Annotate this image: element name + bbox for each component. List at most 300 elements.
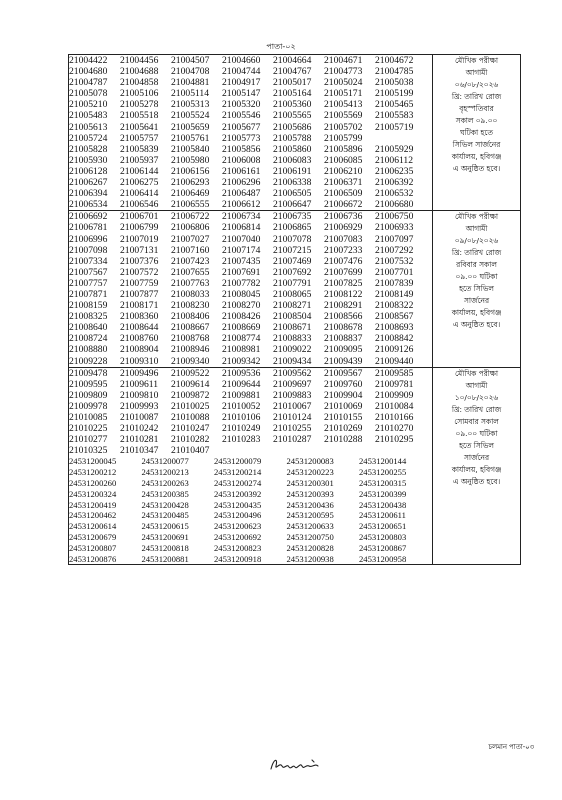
roll-row	[69, 222, 432, 233]
roll-number: 21008567	[375, 311, 414, 323]
roll-number: 21010242	[120, 423, 159, 435]
roll-number: 21008065	[273, 288, 312, 300]
interview-schedule-note: মৌখিক পরীক্ষা আগামী ০৬/০৮/২০২৬ খ্রি: তারিখ রোজ বৃহস্পতিবার সকাল ০৯.০০ ঘটিকা হতে সিভিল সার্জনের কার্যালয়, হবিগঞ্জ এ অনুষ্ঠিত হবে।	[451, 56, 502, 173]
roll-number: 21009611	[120, 378, 159, 390]
roll-number: 21006799	[120, 222, 159, 234]
roll-row	[69, 390, 432, 401]
roll-number: 21007655	[171, 266, 210, 278]
roll-number: 21009881	[222, 389, 261, 401]
roll-number: 21010288	[324, 434, 363, 446]
roll-number: 24531200615	[141, 521, 189, 532]
roll-number: 21007098	[69, 244, 108, 256]
roll-number: 21008149	[375, 288, 414, 300]
roll-number: 21010069	[324, 400, 363, 412]
roll-number: 21009340	[171, 355, 210, 367]
roll-number: 24531200938	[286, 553, 334, 564]
roll-number: 24531200263	[141, 477, 189, 488]
roll-number: 21008724	[69, 333, 108, 345]
roll-number: 21004456	[120, 55, 159, 66]
roll-row	[69, 434, 432, 445]
roll-number: 24531200651	[359, 521, 407, 532]
roll-number: 21007097	[375, 233, 414, 245]
roll-row	[69, 333, 432, 344]
roll-number: 24531200595	[286, 510, 334, 521]
roll-number: 21010283	[222, 434, 261, 446]
roll-number: 21006672	[324, 199, 363, 211]
roll-row	[69, 489, 432, 500]
roll-number: 21007877	[120, 288, 159, 300]
roll-number: 21008406	[171, 311, 210, 323]
roll-number: 21009496	[120, 367, 159, 379]
roll-number: 21007423	[171, 255, 210, 267]
roll-number: 21010325	[69, 445, 108, 457]
roll-number: 21008768	[171, 333, 210, 345]
roll-row	[69, 55, 432, 66]
roll-number: 21008271	[273, 300, 312, 312]
roll-number: 24531200214	[214, 467, 262, 478]
roll-number: 21006532	[375, 188, 414, 200]
roll-number: 21009440	[375, 355, 414, 367]
roll-number: 21007027	[171, 233, 210, 245]
roll-row	[69, 188, 432, 199]
roll-number: 21005724	[69, 132, 108, 144]
roll-number: 21008504	[273, 311, 312, 323]
roll-number: 21005147	[222, 88, 261, 100]
roll-number: 21004664	[273, 55, 312, 66]
roll-number: 21005930	[69, 154, 108, 166]
interview-schedule-note: মৌখিক পরীক্ষা আগামী ০৯/০৮/২০২৬ খ্রি: তারিখ রোজ রবিবার সকাল ০৯.০০ ঘটিকা হতে সিভিল সার্জনের কার্যালয়, হবিগঞ্জ এ অনুষ্ঠিত হবে।	[451, 212, 502, 330]
roll-number: 21004672	[375, 55, 414, 66]
roll-number: 21007759	[120, 277, 159, 289]
roll-number: 21008644	[120, 322, 159, 334]
roll-row	[69, 356, 432, 367]
roll-number: 21005773	[222, 132, 261, 144]
roll-row	[69, 423, 432, 434]
roll-number: 24531200692	[214, 531, 262, 542]
roll-number: 21008566	[324, 311, 363, 323]
roll-number: 21008033	[171, 288, 210, 300]
roll-number: 21007476	[324, 255, 363, 267]
roll-row	[69, 166, 432, 177]
roll-number: 24531200392	[214, 488, 262, 499]
roll-number: 21006701	[120, 211, 159, 223]
roll-number: 21006509	[324, 188, 363, 200]
roll-number: 21009228	[69, 355, 108, 367]
roll-number: 21009904	[324, 389, 363, 401]
roll-number: 24531200611	[359, 510, 406, 521]
roll-number: 24531200045	[69, 456, 117, 467]
interview-schedule-cell	[433, 55, 521, 211]
roll-number: 21005078	[69, 88, 108, 100]
roll-number: 21006469	[171, 188, 210, 200]
roll-number: 21007160	[171, 244, 210, 256]
roll-number: 21005980	[171, 154, 210, 166]
roll-number: 21009909	[375, 389, 414, 401]
roll-number: 21004660	[222, 55, 261, 66]
interview-schedule-cell	[433, 211, 521, 367]
signature-image	[268, 754, 328, 776]
roll-number: 21008322	[375, 300, 414, 312]
roll-row	[69, 401, 432, 412]
roll-number: 21009595	[69, 378, 108, 390]
roll-number: 21004744	[222, 66, 261, 78]
roll-number: 21009993	[120, 400, 159, 412]
roll-number: 21007763	[171, 277, 210, 289]
roll-number: 21010282	[171, 434, 210, 446]
roll-number: 21009342	[222, 355, 261, 367]
roll-row	[69, 278, 432, 289]
roll-row	[69, 77, 432, 88]
roll-number: 21004708	[171, 66, 210, 78]
roll-row	[69, 532, 432, 543]
roll-number: 21006555	[171, 199, 210, 211]
roll-number: 21009022	[273, 344, 312, 356]
roll-number: 21006750	[375, 211, 414, 223]
roll-number: 21010247	[171, 423, 210, 435]
roll-number: 21005210	[69, 99, 108, 111]
roll-number: 21004767	[273, 66, 312, 78]
roll-number: 21004671	[324, 55, 363, 66]
roll-number: 21010088	[171, 412, 210, 423]
roll-number: 21006085	[324, 154, 363, 166]
roll-number: 24531200691	[141, 531, 189, 542]
roll-number: 24531200438	[359, 499, 407, 510]
roll-number: 24531200435	[214, 499, 262, 510]
roll-number: 21010052	[222, 400, 261, 412]
roll-number: 24531200462	[69, 510, 117, 521]
roll-number: 24531200144	[359, 456, 407, 467]
roll-number: 21006156	[171, 165, 210, 177]
roll-row	[69, 234, 432, 245]
roll-number: 24531200260	[69, 477, 117, 488]
roll-number: 21004680	[69, 66, 108, 78]
roll-number: 21010287	[273, 434, 312, 446]
roll-row	[69, 300, 432, 311]
roll-number: 21008270	[222, 300, 261, 312]
roll-number: 21005171	[324, 88, 363, 100]
roll-row	[69, 554, 432, 565]
roll-row	[69, 379, 432, 390]
roll-number: 21005702	[324, 121, 363, 133]
interview-schedule-cell	[433, 367, 521, 565]
roll-row	[69, 256, 432, 267]
roll-numbers-cell	[69, 367, 433, 565]
roll-number: 21008230	[171, 300, 210, 312]
roll-number: 21010085	[69, 412, 108, 423]
roll-number: 21008671	[273, 322, 312, 334]
interview-schedule-note: মৌখিক পরীক্ষা আগামী ১০/০৮/২০২৬ খ্রি: তারিখ রোজ সোমবার সকাল ০৯.০০ ঘটিকা হতে সিভিল সার্জনের কার্যালয়, হবিগঞ্জ এ অনুষ্ঠিত হবে।	[451, 368, 502, 486]
roll-number: 24531200750	[286, 531, 334, 542]
roll-number: 24531200958	[359, 553, 407, 564]
roll-number	[324, 445, 375, 456]
roll-row	[69, 122, 432, 133]
roll-number: 21006722	[171, 211, 210, 223]
roll-number: 21005757	[120, 132, 159, 144]
roll-number: 21005199	[375, 88, 414, 100]
roll-number: 21009478	[69, 367, 108, 379]
roll-number: 24531200393	[286, 488, 334, 499]
roll-number: 24531200385	[141, 488, 189, 499]
roll-row	[69, 510, 432, 521]
roll-number: 21007701	[375, 266, 414, 278]
roll-number: 21006929	[324, 222, 363, 234]
roll-number: 21007782	[222, 277, 261, 289]
roll-row	[69, 368, 432, 379]
roll-number: 21008774	[222, 333, 261, 345]
roll-row	[69, 155, 432, 166]
roll-number: 21005114	[171, 88, 210, 100]
roll-number: 21005320	[222, 99, 261, 111]
roll-number: 21006680	[375, 199, 414, 211]
roll-row	[69, 344, 432, 355]
roll-number: 24531200274	[214, 477, 262, 488]
roll-number: 21007691	[222, 266, 261, 278]
roll-number: 21004773	[324, 66, 363, 78]
roll-number: 21007174	[222, 244, 261, 256]
roll-numbers-cell	[69, 55, 433, 211]
roll-number: 21009809	[69, 389, 108, 401]
roll-number: 21007292	[375, 244, 414, 256]
roll-number: 21007757	[69, 277, 108, 289]
roll-number: 21007692	[273, 266, 312, 278]
roll-number: 21006546	[120, 199, 159, 211]
roll-number: 21008904	[120, 344, 159, 356]
roll-number: 21006487	[222, 188, 261, 200]
roll-number: 21006235	[375, 165, 414, 177]
roll-number: 21007376	[120, 255, 159, 267]
roll-number: 21004787	[69, 77, 108, 89]
roll-number: 21007435	[222, 255, 261, 267]
roll-row	[69, 478, 432, 489]
roll-number: 21008640	[69, 322, 108, 334]
roll-number: 21010270	[375, 423, 414, 435]
roll-number: 21006275	[120, 177, 159, 189]
roll-numbers-cell	[69, 211, 433, 367]
roll-number: 21008842	[375, 333, 414, 345]
roll-number: 24531200803	[359, 531, 407, 542]
roll-number: 21005686	[273, 121, 312, 133]
roll-number: 24531200301	[286, 477, 334, 488]
roll-number: 24531200818	[141, 542, 189, 553]
roll-number: 21007040	[222, 233, 261, 245]
roll-number: 21005569	[324, 110, 363, 122]
roll-number: 21009562	[273, 367, 312, 379]
roll-number: 21005641	[120, 121, 159, 133]
roll-row	[69, 199, 432, 210]
roll-number: 21004917	[222, 77, 261, 89]
roll-number: 21009614	[171, 378, 210, 390]
roll-number: 21009536	[222, 367, 261, 379]
roll-number: 21005613	[69, 121, 108, 133]
roll-number: 21006338	[273, 177, 312, 189]
roll-number: 21006933	[375, 222, 414, 234]
roll-number: 24531200436	[286, 499, 334, 510]
roll-row	[69, 289, 432, 300]
roll-number: 21006781	[69, 222, 108, 234]
roll-number: 21008045	[222, 288, 261, 300]
roll-number: 21008981	[222, 344, 261, 356]
roll-number: 21008837	[324, 333, 363, 345]
roll-number: 21006210	[324, 165, 363, 177]
roll-number: 24531200213	[141, 467, 189, 478]
roll-number: 21005164	[273, 88, 312, 100]
roll-number: 21006296	[222, 177, 261, 189]
roll-number: 21005828	[69, 143, 108, 155]
roll-number: 21009567	[324, 367, 363, 379]
roll-number: 21008426	[222, 311, 261, 323]
roll-number: 21004507	[171, 55, 210, 66]
roll-number: 21008325	[69, 311, 108, 323]
roll-row	[69, 99, 432, 110]
roll-row	[69, 110, 432, 121]
roll-number: 21006267	[69, 177, 108, 189]
roll-number: 21009095	[324, 344, 363, 356]
roll-number: 24531200077	[141, 456, 189, 467]
roll-number: 24531200823	[214, 542, 262, 553]
roll-block	[69, 211, 521, 367]
roll-number: 21008669	[222, 322, 261, 334]
roll-number: 21010347	[120, 445, 159, 457]
roll-number: 21005106	[120, 88, 159, 100]
roll-row	[69, 144, 432, 155]
roll-number: 21005929	[375, 143, 414, 155]
roll-number: 21007871	[69, 288, 108, 300]
roll-number: 21007469	[273, 255, 312, 267]
roll-number: 21005565	[273, 110, 312, 122]
roll-number: 24531200079	[214, 456, 262, 467]
roll-number: 21009644	[222, 378, 261, 390]
roll-number: 24531200679	[69, 531, 117, 542]
roll-number: 21010067	[273, 400, 312, 412]
roll-number: 21010255	[273, 423, 312, 435]
roll-number: 21005483	[69, 110, 108, 122]
roll-number: 21008760	[120, 333, 159, 345]
page-number-header: পাতা-০২	[266, 42, 296, 51]
roll-number: 21004422	[69, 55, 108, 66]
roll-row	[69, 445, 432, 456]
roll-number: 21005839	[120, 143, 159, 155]
roll-number: 21008678	[324, 322, 363, 334]
roll-number: 21006612	[222, 199, 261, 211]
roll-number: 21005799	[324, 132, 363, 144]
roll-number: 21005524	[171, 110, 210, 122]
roll-row	[69, 88, 432, 99]
roll-number: 21009810	[120, 389, 159, 401]
roll-number: 21009697	[273, 378, 312, 390]
roll-number: 21006734	[222, 211, 261, 223]
roll-number: 21007839	[375, 277, 414, 289]
roll-number: 21004785	[375, 66, 414, 78]
roll-number: 24531200633	[286, 521, 334, 532]
roll-number: 21009439	[324, 355, 363, 367]
roll-number: 21005860	[273, 143, 312, 155]
roll-number	[375, 445, 426, 456]
roll-number: 21005360	[273, 99, 312, 111]
roll-number: 21006735	[273, 211, 312, 223]
roll-number: 21006505	[273, 188, 312, 200]
roll-number: 24531200807	[69, 542, 117, 553]
roll-row	[69, 521, 432, 532]
roll-number: 24531200428	[141, 499, 189, 510]
roll-number: 21005677	[222, 121, 261, 133]
roll-number: 21010155	[324, 412, 363, 423]
roll-row	[69, 66, 432, 77]
roll-number: 21005896	[324, 143, 363, 155]
roll-number: 24531200623	[214, 521, 262, 532]
roll-row	[69, 267, 432, 278]
roll-number: 21007215	[273, 244, 312, 256]
roll-number: 21005465	[375, 99, 414, 111]
roll-number: 21005583	[375, 110, 414, 122]
roll-number: 21009126	[375, 344, 414, 356]
roll-number: 21006692	[69, 211, 108, 223]
roll-number: 21006814	[222, 222, 261, 234]
roll-number: 21008946	[171, 344, 210, 356]
roll-number: 21010225	[69, 423, 108, 435]
roll-number: 21008171	[120, 300, 159, 312]
roll-number: 21008880	[69, 344, 108, 356]
roll-number: 24531200315	[359, 477, 407, 488]
roll-number: 21010087	[120, 412, 159, 423]
roll-number: 21010277	[69, 434, 108, 446]
roll-number: 21007083	[324, 233, 363, 245]
roll-row	[69, 412, 432, 423]
roll-number: 21006293	[171, 177, 210, 189]
roll-row	[69, 177, 432, 188]
roll-block	[69, 367, 521, 565]
roll-number: 21006647	[273, 199, 312, 211]
roll-number: 24531200867	[359, 542, 407, 553]
roll-number	[273, 445, 324, 456]
roll-number: 24531200828	[286, 542, 334, 553]
continued-page-label: চলমান পাতা-০৩	[488, 743, 534, 751]
roll-number: 24531200399	[359, 488, 407, 499]
roll-number: 21007532	[375, 255, 414, 267]
roll-number: 21004688	[120, 66, 159, 78]
roll-number: 21009978	[69, 400, 108, 412]
roll-number: 24531200918	[214, 553, 262, 564]
roll-number: 21007078	[273, 233, 312, 245]
roll-row	[69, 211, 432, 222]
roll-number: 21008667	[171, 322, 210, 334]
roll-number: 21008159	[69, 300, 108, 312]
roll-number: 21010084	[375, 400, 414, 412]
roll-number: 21005856	[222, 143, 261, 155]
roll-number: 21006371	[324, 177, 363, 189]
roll-number: 21005017	[273, 77, 312, 89]
roll-number: 21010025	[171, 400, 210, 412]
roll-number: 24531200324	[69, 488, 117, 499]
roll-number: 21007233	[324, 244, 363, 256]
roll-number: 21005788	[273, 132, 312, 144]
roll-number: 21007334	[69, 255, 108, 267]
roll-number: 21005937	[120, 154, 159, 166]
roll-number: 24531200614	[69, 521, 117, 532]
roll-number: 24531200212	[69, 467, 117, 478]
roll-number	[222, 445, 273, 456]
roll-row	[69, 322, 432, 333]
roll-number: 21010166	[375, 412, 414, 423]
roll-number: 21008291	[324, 300, 363, 312]
roll-number: 21010124	[273, 412, 312, 423]
roll-number	[375, 133, 426, 144]
roll-number: 21005038	[375, 77, 414, 89]
roll-number: 21006161	[222, 165, 261, 177]
roll-number: 21010269	[324, 423, 363, 435]
roll-number: 21006865	[273, 222, 312, 234]
roll-number: 21008833	[273, 333, 312, 345]
roll-number: 24531200881	[141, 553, 189, 564]
